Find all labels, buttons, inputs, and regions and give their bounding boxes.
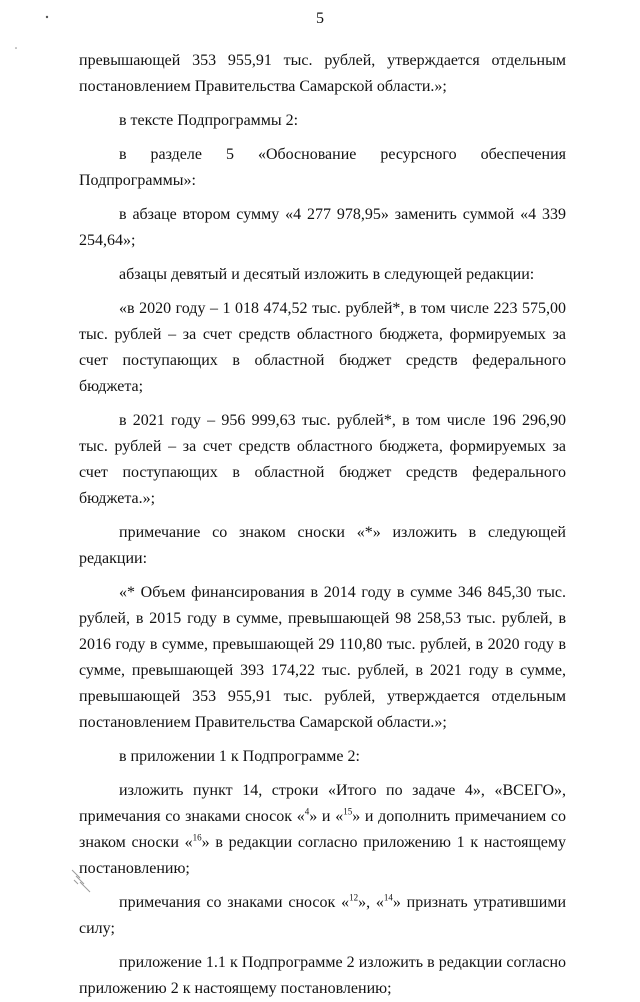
paragraph-text: изложить пункт 14, строки «Итого по задаче 4», «ВСЕГО», примечания со знаками сносок « (79, 782, 566, 825)
paragraph-text: приложение 1.1 к Подпрограмме 2 изложить в редакции согласно приложению 2 к настоящему постановлению; (79, 954, 566, 997)
paragraph (79, 890, 566, 942)
paragraph (79, 778, 566, 882)
document-body (79, 48, 566, 1002)
paragraph (79, 296, 566, 400)
paragraph (79, 408, 566, 512)
paragraph (79, 580, 566, 736)
paragraph-text: в 2021 году – 956 999,63 тыс. рублей*, в том числе 196 296,90 тыс. рублей – за счет средств областного бюджета, формируемых за счет поступающих в областной бюджет средств федерального бюджета.»; (79, 412, 566, 507)
paragraph (79, 202, 566, 254)
paragraph-text: в разделе 5 «Обоснование ресурсного обеспечения Подпрограммы»: (79, 146, 566, 189)
paragraph (79, 950, 566, 1002)
footnote-marker: 15 (343, 806, 353, 817)
scan-dot-artifact (44, 14, 50, 20)
paragraph-text: в приложении 1 к Подпрограмме 2: (119, 748, 360, 765)
paragraph-text: в тексте Подпрограммы 2: (119, 112, 299, 129)
footnote-marker: 12 (349, 892, 359, 903)
paragraph-text: примечания со знаками сносок « (119, 894, 350, 911)
footnote-marker: 16 (192, 832, 202, 843)
paragraph-text: «в 2020 году – 1 018 474,52 тыс. рублей*, в том числе 223 575,00 тыс. рублей – за счет средств областного бюджета, формируемых за счет поступающих в областной бюджет средств федерального бюджета; (79, 300, 566, 395)
paragraph-text: в абзаце втором сумму «4 277 978,95» заменить суммой «4 339 254,64»; (79, 206, 566, 249)
paragraph (79, 108, 566, 134)
paragraph (79, 262, 566, 288)
paragraph-text: » и дополнить примечанием со знаком сноски « (79, 808, 567, 851)
paragraph (79, 520, 566, 572)
paragraph-text: превышающей 353 955,91 тыс. рублей, утверждается отдельным постановлением Правительства Самарской области.»; (79, 52, 566, 95)
paragraph-text: примечание со знаком сноски «*» изложить в следующей редакции: (79, 524, 566, 567)
scan-dot-artifact (14, 46, 18, 50)
paragraph-text: » в редакции согласно приложению 1 к настоящему постановлению; (79, 834, 566, 877)
paragraph-text: абзацы девятый и десятый изложить в следующей редакции: (119, 266, 535, 283)
page-number: 5 (316, 10, 324, 27)
scan-smudge-artifact (70, 866, 100, 896)
paragraph (79, 142, 566, 194)
footnote-marker: 4 (304, 806, 310, 817)
paragraph (79, 744, 566, 770)
paragraph-text: », « (358, 894, 384, 911)
footnote-marker: 14 (383, 892, 393, 903)
paragraph-text: » признать утратившими силу; (79, 894, 567, 937)
paragraph-text: «* Объем финансирования в 2014 году в сумме 346 845,30 тыс. рублей, в 2015 году в сумме, превышающей 98 258,53 тыс. рублей, в 2016 году в сумме, превышающей 29 110,80 тыс. рублей, в 2020 году в сумме, превышающей 393 174,22 тыс. рублей, в 2021 году в сумме, превышающей 353 955,91 тыс. рублей, утверждается отдельным постановлением Правительства Самарской области.»; (79, 584, 566, 731)
paragraph-text: » и « (309, 808, 344, 825)
paragraph (79, 48, 566, 100)
